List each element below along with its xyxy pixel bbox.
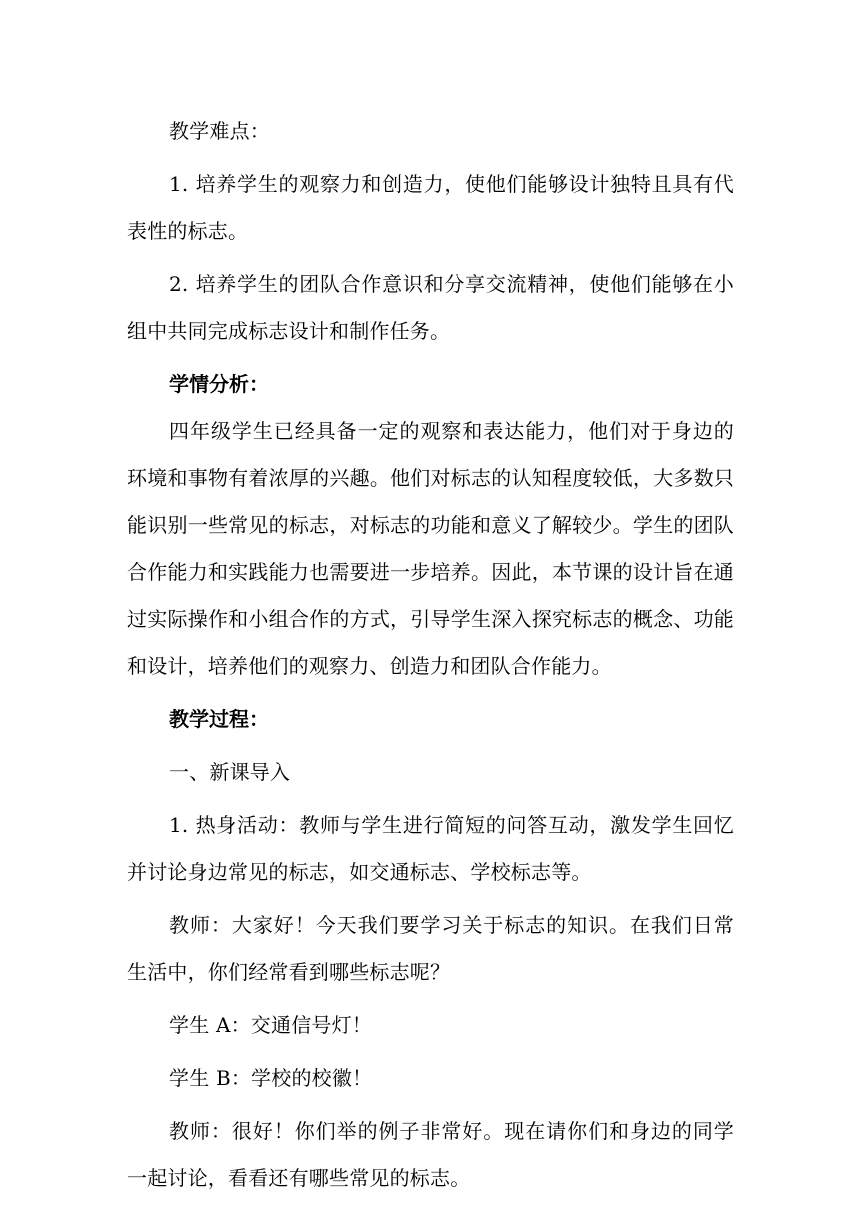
dialogue-line: 学生 B：学校的校徽！	[169, 1066, 373, 1090]
difficulties-heading: 教学难点：	[169, 119, 270, 143]
document-body	[127, 108, 734, 1202]
difficulty-item-1: 1. 培养学生的观察力和创造力，使他们能够设计独特且具有代表性的标志。	[127, 172, 734, 243]
warmup-activity: 1. 热身活动：教师与学生进行简短的问答互动，激发学生回忆并讨论身边常见的标志，如交通标志、学校标志等。	[127, 813, 734, 884]
dialogue-line: 学生 A：交通信号灯！	[169, 1013, 373, 1037]
dialogue-line: 教师：很好！你们举的例子非常好。现在请你们和身边的同学一起讨论，看看还有哪些常见的标志。	[127, 1119, 734, 1190]
difficulty-item-2: 2. 培养学生的团队合作意识和分享交流精神，使他们能够在小组中共同完成标志设计和制作任务。	[127, 272, 734, 343]
dialogue-line: 教师：大家好！今天我们要学习关于标志的知识。在我们日常生活中，你们经常看到哪些标志呢？	[127, 913, 734, 984]
analysis-heading: 学情分析：	[169, 372, 269, 396]
analysis-body: 四年级学生已经具备一定的观察和表达能力，他们对于身边的环境和事物有着浓厚的兴趣。他们对标志的认知程度较低，大多数只能识别一些常见的标志，对标志的功能和意义了解较少。学生的团队合作能力和实践能力也需要进一步培养。因此，本节课的设计旨在通过实际操作和小组合作的方式，引导学生深入探究标志的概念、功能和设计，培养他们的观察力、创造力和团队合作能力。	[127, 419, 734, 678]
section-new-lesson-intro: 一、新课导入	[169, 760, 291, 784]
process-heading: 教学过程：	[169, 707, 269, 731]
